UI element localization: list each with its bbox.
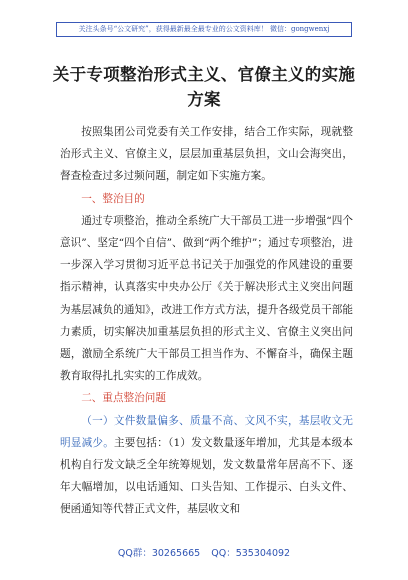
title-line-2: 方案	[187, 90, 221, 109]
footer-qq: QQ：535304092	[211, 548, 291, 559]
title-line-1: 关于专项整治形式主义、官僚主义的实施	[52, 65, 356, 84]
document-title	[40, 62, 368, 112]
section-heading-key-issues: 二、重点整治问题	[81, 392, 166, 405]
section-heading-purpose: 一、整治目的	[81, 192, 145, 205]
footer-contact	[0, 545, 408, 559]
issue-paragraph-1	[60, 410, 353, 521]
footer-qq-group: QQ群：30265665	[117, 548, 201, 559]
document-body	[60, 121, 353, 521]
purpose-paragraph: 通过专项整治，推动全系统广大干部员工进一步增强“四个意识”、坚定“四个自信”、做到“两个维护”；通过专项整治，进一步深入学习贯彻习近平总书记关于加强党的作风建设的重要指示精神，认真落实中央办公厅《关于解决形式主义突出问题为基层减负的通知》，改进工作方式方法，提升各级党员干部能力素质，切实解决加重基层负担的形式主义、官僚主义突出问题，激励全系统广大干部员工担当作为、不懈奋斗，确保主题教育取得扎扎实实的工作成效。	[60, 214, 353, 383]
intro-paragraph: 按照集团公司党委有关工作安排，结合工作实际，现就整治形式主义、官僚主义，层层加重基层负担，文山会海突出，督查检查过多过频问题，制定如下实施方案。	[60, 126, 353, 183]
issue-1-title: （一）文件数量偏多、质量不高、文风不实，基层收文无明显减少。	[60, 414, 353, 449]
issue-1-text: 主要包括：（1）发文数量逐年增加，尤其是本级本机构自行发文缺乏全年统筹规划，发文数量常年居高不下、逐年大幅增加，以电话通知、口头告知、工作提示、白头文件、便函通知等代替正式文件，基层收文和	[60, 436, 353, 516]
promo-banner[interactable]: 关注头条号“公文研究”，获得最新最全最专业的公文资料库！ 微信：gongwenxj	[56, 22, 352, 37]
